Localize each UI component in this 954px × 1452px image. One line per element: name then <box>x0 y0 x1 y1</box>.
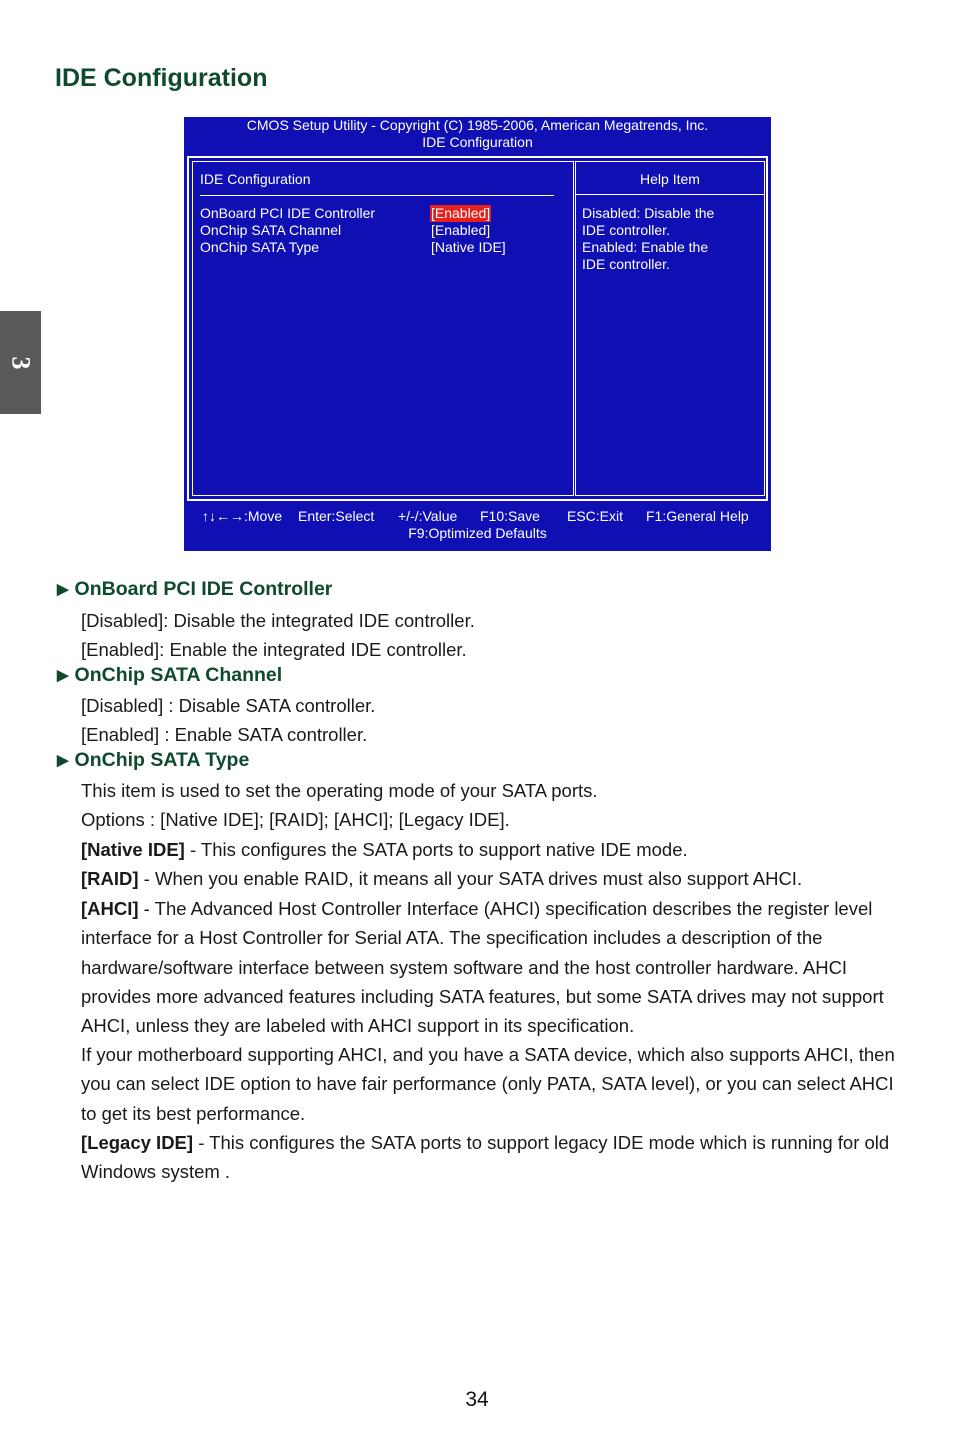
bios-item-label: OnBoard PCI IDE Controller <box>200 205 376 221</box>
legacy-ide-description <box>81 1128 911 1187</box>
section-heading-onchip-sata-channel <box>57 664 282 687</box>
key-hint-defaults: F9:Optimized Defaults <box>408 525 547 541</box>
key-hint-help: F1:General Help <box>646 508 749 524</box>
ahci-description <box>81 894 911 1040</box>
section-heading-text: OnBoard PCI IDE Controller <box>74 578 333 600</box>
bios-footer <box>184 508 771 542</box>
term: [Native IDE] <box>81 839 185 860</box>
bios-item-onboard-pci-ide[interactable] <box>200 205 570 222</box>
section-heading-onboard-pci-ide <box>57 578 332 601</box>
bios-item-onchip-sata-type[interactable] <box>200 239 570 256</box>
options-list: Options : [Native IDE]; [RAID]; [AHCI]; [Legacy IDE]. <box>81 809 510 830</box>
section-heading-text: OnChip SATA Channel <box>74 664 283 686</box>
bios-help-title: Help Item <box>640 171 700 187</box>
term: [RAID] <box>81 868 139 889</box>
definition: - This configures the SATA ports to support legacy IDE mode which is running for old Windows system . <box>81 1132 890 1183</box>
bios-header-menu: IDE Configuration <box>422 134 533 150</box>
page-number: 34 <box>465 1388 489 1411</box>
bios-frame <box>187 156 768 501</box>
term: [AHCI] <box>81 898 139 919</box>
bios-help-text <box>582 205 714 273</box>
page-title: IDE Configuration <box>55 64 268 92</box>
bios-help-line: Enabled: Enable the <box>582 239 709 255</box>
triangle-bullet-icon: ▶ <box>57 581 69 598</box>
bios-help-panel <box>575 161 765 496</box>
key-hint-exit: ESC:Exit <box>567 508 624 524</box>
option-description: [Enabled]: Enable the integrated IDE controller. <box>81 639 467 660</box>
bios-settings-panel <box>192 161 574 496</box>
option-description: [Disabled] : Disable SATA controller. <box>81 695 376 716</box>
bios-item-onchip-sata-channel[interactable] <box>200 222 570 239</box>
option-description: [Enabled] : Enable SATA controller. <box>81 724 368 745</box>
key-hint-move: ↑↓←→:Move <box>202 508 283 524</box>
bios-panel-divider <box>200 195 554 196</box>
triangle-bullet-icon: ▶ <box>57 752 69 769</box>
native-ide-description <box>81 835 911 864</box>
key-hint-save: F10:Save <box>480 508 540 524</box>
bios-help-line: IDE controller. <box>582 256 670 272</box>
raid-description <box>81 864 911 893</box>
definition: - When you enable RAID, it means all your SATA drives must also support AHCI. <box>138 868 803 889</box>
section-intro: This item is used to set the operating mode of your SATA ports. <box>81 780 598 801</box>
bios-item-value[interactable]: [Native IDE] <box>431 239 506 255</box>
bios-item-label: OnChip SATA Type <box>200 239 320 255</box>
definition: - This configures the SATA ports to support native IDE mode. <box>184 839 688 860</box>
bios-help-line: Disabled: Disable the <box>582 205 715 221</box>
bios-item-value[interactable]: [Enabled] <box>431 222 491 238</box>
bios-header-copyright: CMOS Setup Utility - Copyright (C) 1985-2006, American Megatrends, Inc. <box>246 117 709 133</box>
key-hint-select: Enter:Select <box>298 508 375 524</box>
bios-footer-keys <box>184 508 771 525</box>
bios-item-value-selected[interactable]: [Enabled] <box>431 205 491 221</box>
bios-help-line: IDE controller. <box>582 222 670 238</box>
key-hint-value: +/-/:Value <box>398 508 458 524</box>
section-heading-text: OnChip SATA Type <box>74 749 250 771</box>
option-description: [Disabled]: Disable the integrated IDE controller. <box>81 610 475 631</box>
term: [Legacy IDE] <box>81 1132 194 1153</box>
section-heading-onchip-sata-type <box>57 749 249 772</box>
chapter-tab <box>0 311 41 414</box>
bios-screenshot <box>184 117 771 551</box>
bios-panel-title: IDE Configuration <box>200 171 311 187</box>
bios-help-divider <box>576 194 764 195</box>
chapter-number: 3 <box>6 356 36 369</box>
triangle-bullet-icon: ▶ <box>57 667 69 684</box>
bios-item-label: OnChip SATA Channel <box>200 222 342 238</box>
bios-header <box>184 117 771 151</box>
definition: - The Advanced Host Controller Interface (AHCI) specification describes the register level interface for a Host Controller for Serial ATA. The specification includes a description of the hardware/software interface between system software and the host controller hardware. AHCI provides more advanced features including SATA features, but some SATA drives may not support AHCI, unless they are labeled with AHCI support in its specification. <box>81 898 884 1037</box>
motherboard-note: If your motherboard supporting AHCI, and you have a SATA device, which also supports AHCI, then you can select IDE option to have fair performance (only PATA, SATA level), or you can select AHCI to get its best performance. <box>81 1044 895 1124</box>
